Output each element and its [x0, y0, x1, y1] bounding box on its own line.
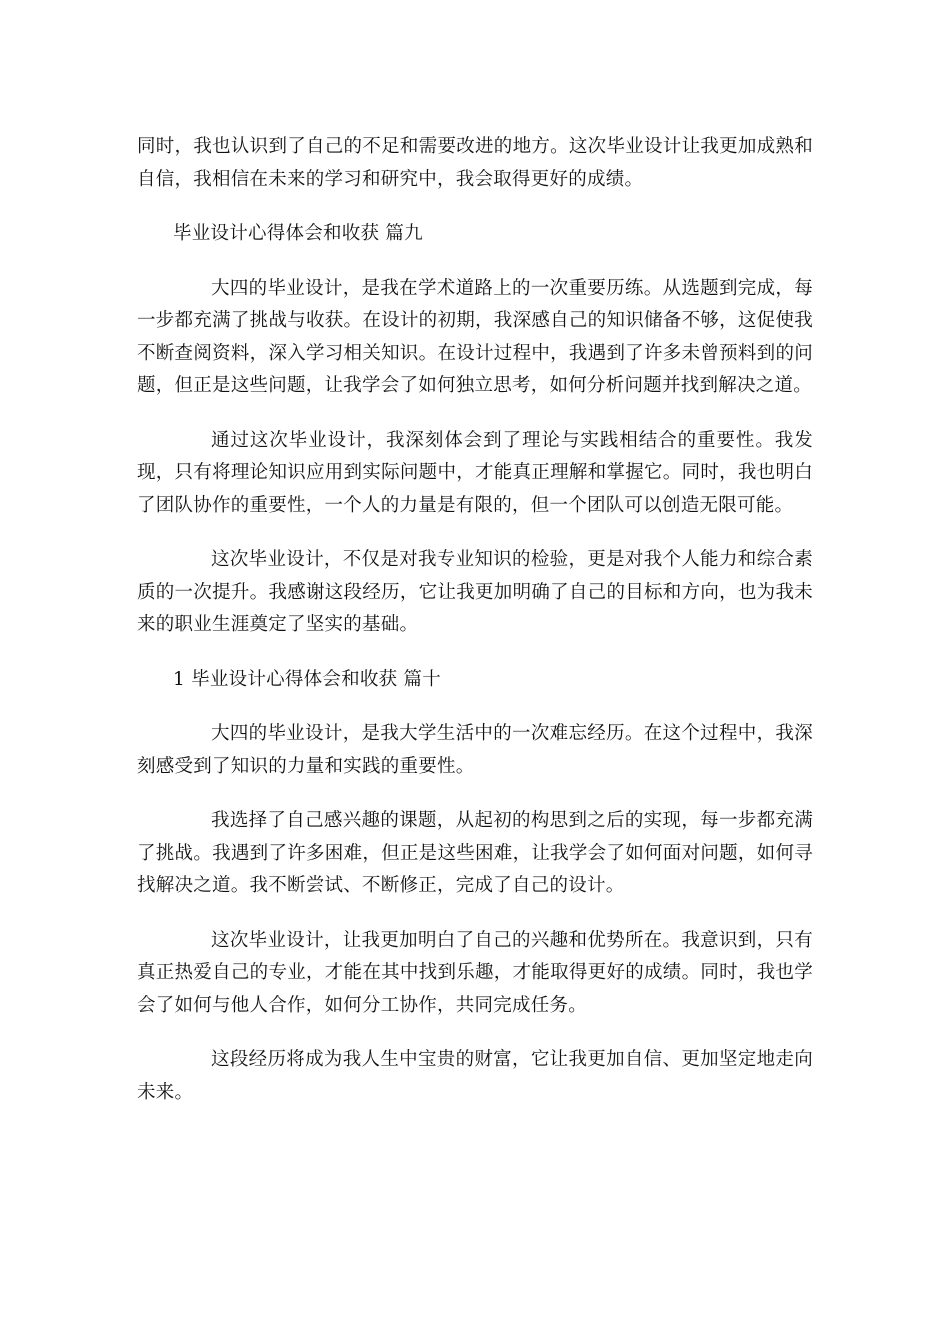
paragraph: 大四的毕业设计，是我大学生活中的一次难忘经历。在这个过程中，我深刻感受到了知识的力量和实践的重要性。 — [137, 723, 813, 777]
document-page — [137, 131, 813, 1131]
paragraph: 通过这次毕业设计，我深刻体会到了理论与实践相结合的重要性。我发现，只有将理论知识应用到实际问题中，才能真正理解和掌握它。同时，我也明白了团队协作的重要性，一个人的力量是有限的，但一个团队可以创造无限可能。 — [137, 429, 813, 516]
paragraph: 这段经历将成为我人生中宝贵的财富，它让我更加自信、更加坚定地走向未来。 — [137, 1049, 813, 1103]
paragraph: 大四的毕业设计，是我在学术道路上的一次重要历练。从选题到完成，每一步都充满了挑战与收获。在设计的初期，我深感自己的知识储备不够，这促使我不断查阅资料，深入学习相关知识。在设计过程中，我遇到了许多未曾预料到的问题，但正是这些问题，让我学会了如何独立思考，如何分析问题并找到解决之道。 — [137, 277, 813, 396]
paragraph: 我选择了自己感兴趣的课题，从起初的构思到之后的实现，每一步都充满了挑战。我遇到了许多困难，但正是这些困难，让我学会了如何面对问题，如何寻找解决之道。我不断尝试、不断修正，完成了自己的设计。 — [137, 810, 813, 896]
section-heading-10: 1 毕业设计心得体会和收获 篇十 — [173, 668, 442, 690]
paragraph: 这次毕业设计，让我更加明白了自己的兴趣和优势所在。我意识到，只有真正热爱自己的专业，才能在其中找到乐趣，才能取得更好的成绩。同时，我也学会了如何与他人合作，如何分工协作，共同完成任务。 — [137, 929, 813, 1016]
paragraph-continuation: 同时，我也认识到了自己的不足和需要改进的地方。这次毕业设计让我更加成熟和自信，我相信在未来的学习和研究中，我会取得更好的成绩。 — [137, 136, 813, 190]
section-heading-9: 毕业设计心得体会和收获 篇九 — [173, 223, 423, 244]
paragraph: 这次毕业设计，不仅是对我专业知识的检验，更是对我个人能力和综合素质的一次提升。我感谢这段经历，它让我更加明确了自己的目标和方向，也为我未来的职业生涯奠定了坚实的基础。 — [137, 549, 813, 635]
